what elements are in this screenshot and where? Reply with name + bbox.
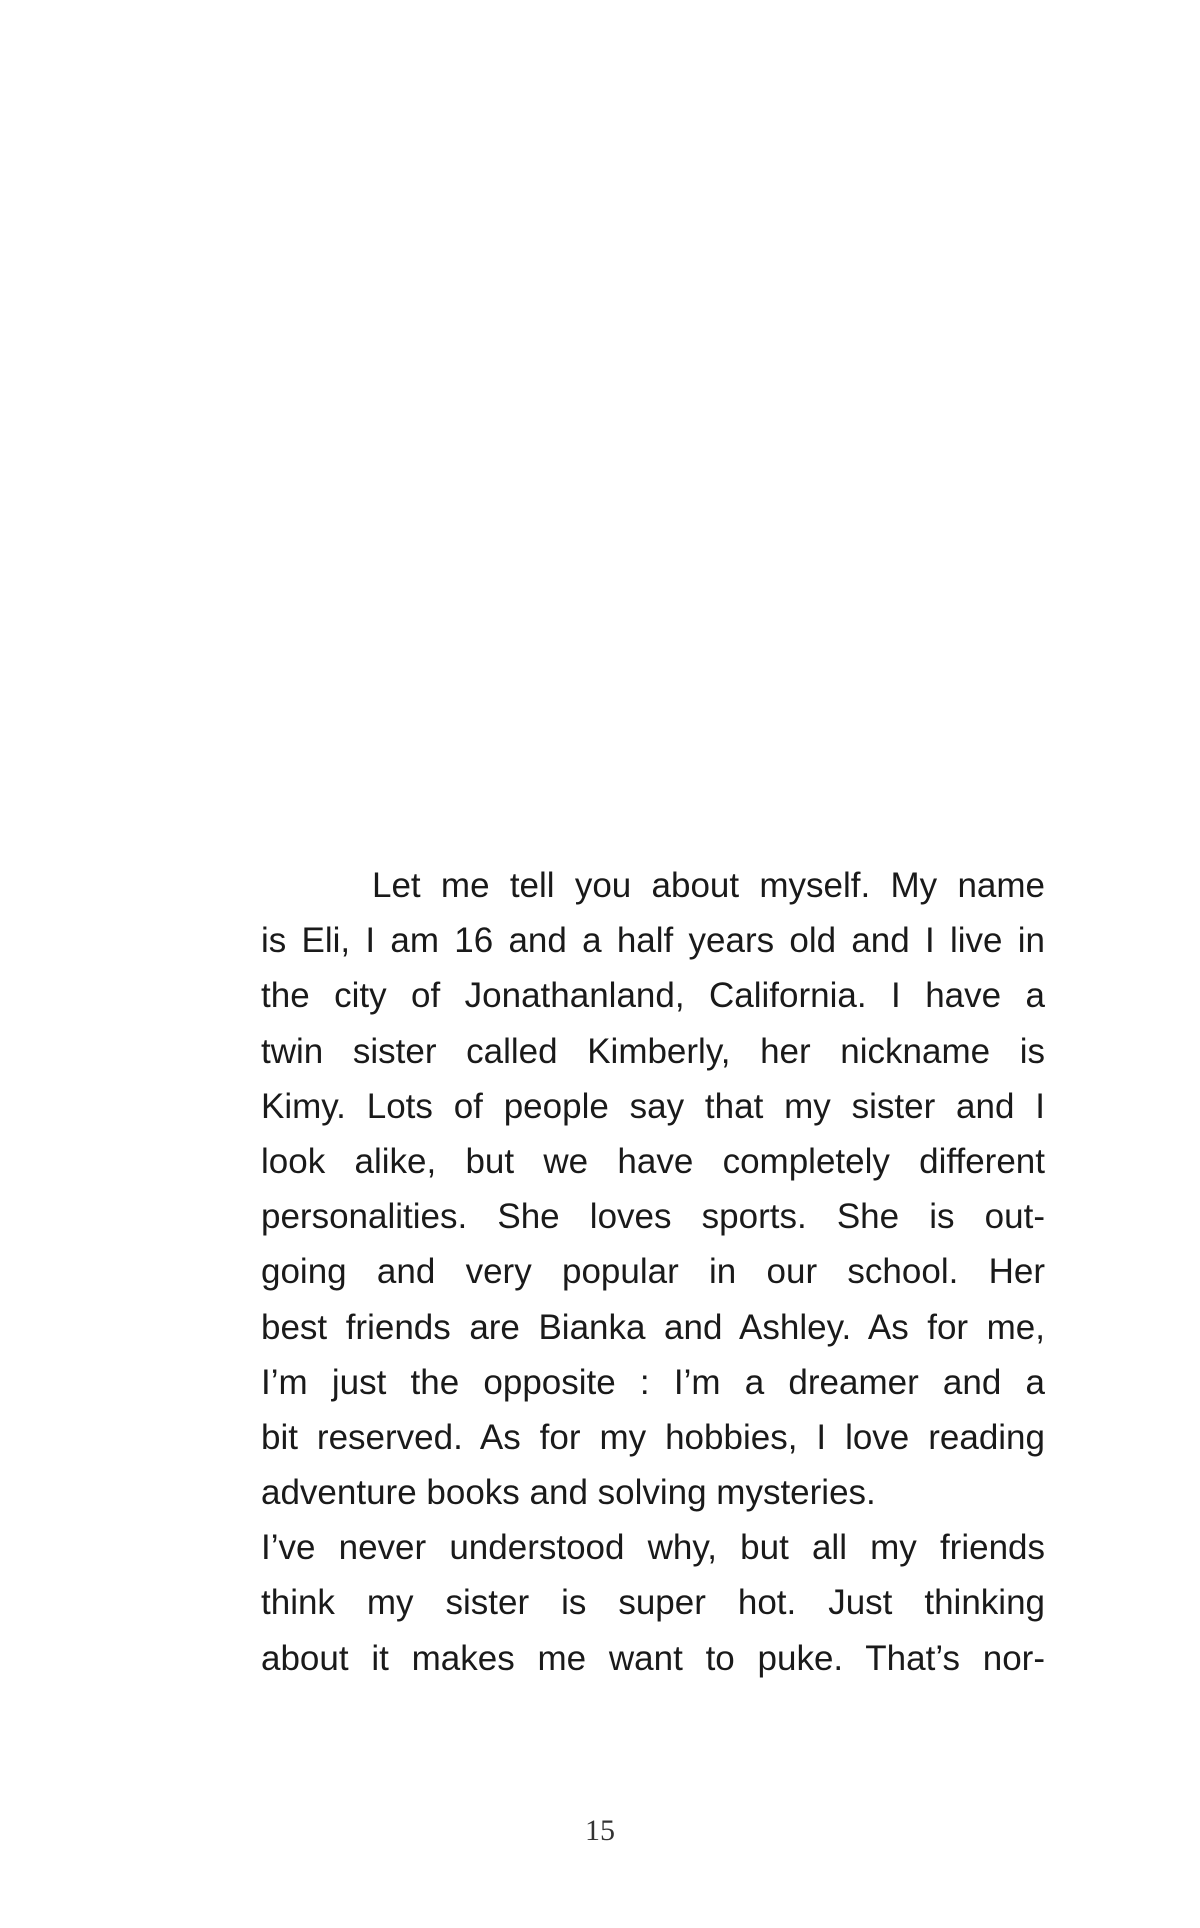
- text-line: Let me tell you about myself. My name: [372, 866, 1045, 905]
- text-line: going and very popular in our school. Her: [261, 1252, 1045, 1292]
- text-line: look alike, but we have completely different: [261, 1141, 1045, 1181]
- text-line: the city of Jonathanland, California. I have a: [261, 976, 1045, 1016]
- text-line: best friends are Bianka and Ashley. As for me,: [261, 1307, 1045, 1347]
- text-line: I’ve never understood why, but all my friends: [261, 1528, 1045, 1568]
- text-line: twin sister called Kimberly, her nickname is: [261, 1031, 1045, 1071]
- text-line: about it makes me want to puke. That’s nor-: [261, 1638, 1045, 1678]
- text-line: Kimy. Lots of people say that my sister and I: [261, 1086, 1045, 1126]
- body-text: [261, 858, 1045, 1686]
- text-line: think my sister is super hot. Just thinking: [261, 1583, 1045, 1623]
- text-line: adventure books and solving mysteries.: [261, 1473, 876, 1513]
- text-line: I’m just the opposite : I’m a dreamer and a: [261, 1362, 1045, 1402]
- text-line: is Eli, I am 16 and a half years old and I live in: [261, 921, 1045, 961]
- text-line: personalities. She loves sports. She is out-: [261, 1197, 1045, 1237]
- page-number: 15: [585, 1814, 615, 1847]
- text-line: bit reserved. As for my hobbies, I love reading: [261, 1417, 1045, 1457]
